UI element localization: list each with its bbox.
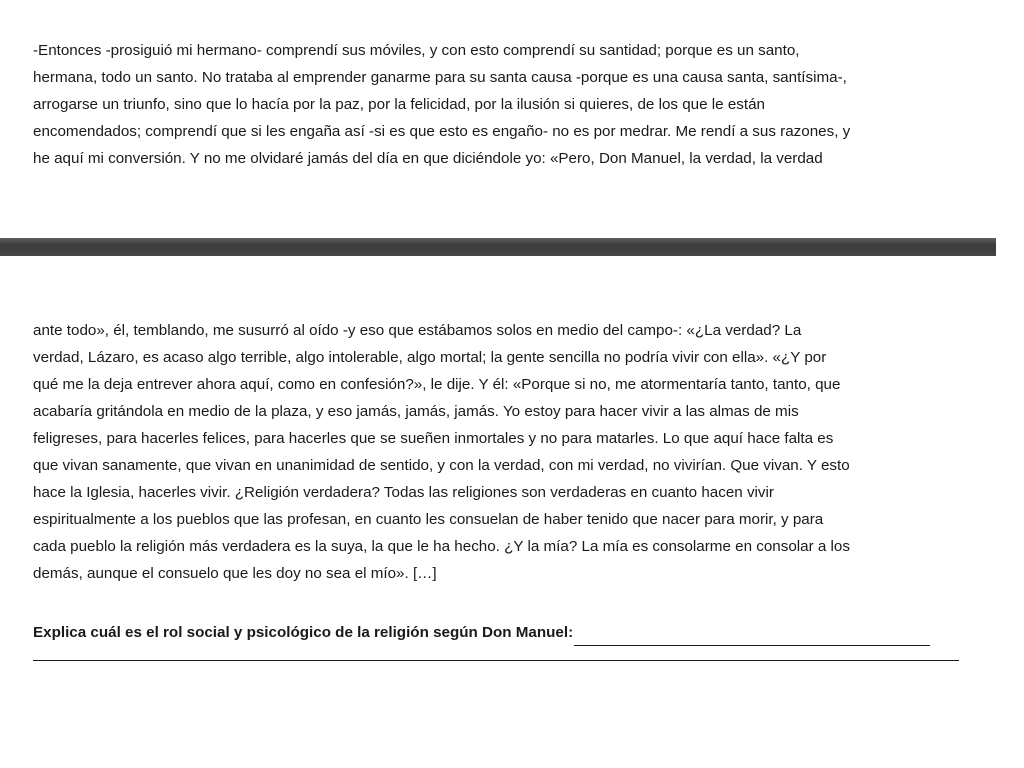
passage-line: cada pueblo la religión más verdadera es la suya, la que le ha hecho. ¿Y la mía? La mía es consolarme en consolar a los: [33, 538, 850, 555]
question-section: [33, 620, 989, 661]
passage-line: verdad, Lázaro, es acaso algo terrible, algo intolerable, algo mortal; la gente sencilla no podría vivir con ella». «¿Y por: [33, 349, 827, 366]
passage-line: feligreses, para hacerles felices, para hacerles que se sueñen inmortales y no para matarles. Lo que aquí hace falta es: [33, 430, 834, 447]
passage-line: que vivan sanamente, que vivan en unanimidad de sentido, y con la verdad, con mi verdad, no vivirían. Que vivan. Y esto: [33, 457, 850, 474]
passage-line: acabaría gritándola en medio de la plaza, y eso jamás, jamás, jamás. Yo estoy para hacer vivir a las almas de mis: [33, 403, 799, 420]
passage-line: he aquí mi conversión. Y no me olvidaré jamás del día en que diciéndole yo: «Pero, Don Manuel, la verdad, la verdad: [33, 150, 823, 167]
passage-line: hace la Iglesia, hacerles vivir. ¿Religión verdadera? Todas las religiones son verdaderas en cuanto hacen vivir: [33, 484, 774, 501]
passage-line: encomendados; comprendí que si les engaña así -si es que esto es engaño- no es por medrar. Me rendí a sus razones, y: [33, 123, 851, 140]
answer-blank-line[interactable]: [574, 628, 930, 646]
question-prompt: Explica cuál es el rol social y psicológico de la religión según Don Manuel:: [33, 624, 574, 641]
passage-line: espiritualmente a los pueblos que las profesan, en cuanto les consuelan de haber tenido que nacer para morir, y para: [33, 511, 824, 528]
passage-line: demás, aunque el consuelo que les doy no sea el mío». […]: [33, 565, 437, 582]
answer-blank-line-2[interactable]: [33, 646, 959, 661]
page-top: [0, 0, 1024, 238]
passage-line: -Entonces -prosiguió mi hermano- comprendí sus móviles, y con esto comprendí su santidad; porque es un santo,: [33, 42, 800, 59]
passage-line: arrogarse un triunfo, sino que lo hacía por la paz, por la felicidad, por la ilusión si quieres, de los que le están: [33, 96, 765, 113]
passage-line: qué me la deja entrever ahora aquí, como en confesión?», le dije. Y él: «Porque si no, me atormentaría tanto, tanto, que: [33, 376, 841, 393]
passage-part-2: [33, 317, 989, 587]
passage-line: ante todo», él, temblando, me susurró al oído -y eso que estábamos solos en medio del campo-: «¿La verdad? La: [33, 322, 802, 339]
passage-line: hermana, todo un santo. No trataba al emprender ganarme para su santa causa -porque es una causa santa, santísima-,: [33, 69, 847, 86]
passage-part-1: [33, 37, 989, 172]
page-break-divider: [0, 238, 996, 256]
